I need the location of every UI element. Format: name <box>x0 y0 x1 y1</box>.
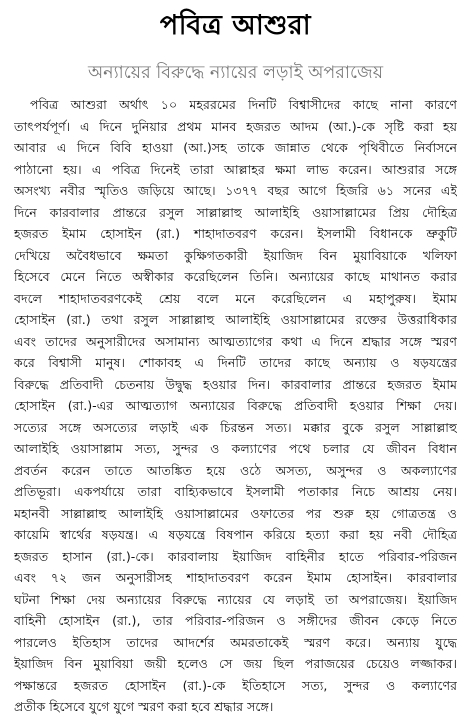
body-line: দেখিয়ে অবৈধভাবে ক্ষমতা কুক্ষিগতকারী ইয়াজিদ বিন মুয়াবিয়াকে খলিফা <box>14 247 457 263</box>
body-line: ঘটনা শিক্ষা দেয় অন্যায়ের বিরুদ্ধে ন্যায়ের যে লড়াই তা অপরাজেয়। ইয়াজিদ <box>14 591 457 607</box>
body-line: বদলে শাহাদাতবরণকেই শ্রেয় বলে মনে করেছিলেন এ মহাপুরুষ। ইমাম <box>14 290 457 306</box>
body-line: হোসাইন (রা.) তথা রসুল সাল্লাল্লাহু আলাইহি ওয়াসাল্লামের রক্তের উত্তরাধিকার <box>14 312 457 327</box>
body-line: পক্ষান্তরে হজরত হোসাইন (রা.)-কে ইতিহাসে সত্য, সুন্দর ও কল্যাণের <box>14 677 457 693</box>
body-line: প্রবর্তন করেন তাতে আতঙ্কিত হয়ে ওঠে অসত্য, অসুন্দর ও অকল্যাণের <box>14 462 457 478</box>
body-line: হজরত হাসান (রা.)-কে। কারবালায় ইয়াজিদ বাহিনীর হাতে পরিবার-পরিজন <box>14 548 457 564</box>
body-line: কায়েমি স্বার্থের ষড়যন্ত্র। এ ষড়যন্ত্রে বিষপান করিয়ে হত্যা করা হয় নবী দৌহিত্র <box>14 527 457 542</box>
body-line: পাঠানো হয়। এ পবিত্র দিনেই তারা আল্লাহর ক্ষমা লাভ করেন। আশুরার সঙ্গে <box>14 161 457 177</box>
body-line: অসংখ্য নবীর স্মৃতিও জড়িয়ে আছে। ১৩৭৭ বছর আগে হিজরি ৬১ সনের এই <box>14 183 457 198</box>
article-title: পবিত্র আশুরা <box>159 10 312 41</box>
body-line: হজরত ইমাম হোসাইন (রা.) শাহাদাতবরণ করেন। ইসলামী বিধানকে ভ্রুকুটি <box>14 226 457 241</box>
body-line: আবার এ দিনে বিবি হাওয়া (আ.)সহ তাকে জান্নাত থেকে পৃথিবীতে নির্বাসনে <box>14 140 457 155</box>
body-line: এবং তাদের অনুসারীদের অসামান্য আত্মত্যাগের কথা এ দিনে শ্রদ্ধার সঙ্গে স্মরণ <box>14 333 457 349</box>
body-line: প্রতিভূরা। একপর্যায়ে তারা বাহ্যিকভাবে ইসলামী পতাকার নিচে আশ্রয় নেয়। <box>14 484 457 499</box>
article-subtitle: অন্যায়ের বিরুদ্ধে ন্যায়ের লড়াই অপরাজেয় <box>87 63 383 83</box>
body-line: প্রতীক হিসেবে যুগে যুগে স্মরণ করা হবে শ্রদ্ধার সঙ্গে। <box>14 699 274 714</box>
article-body <box>14 94 457 718</box>
body-line: বিরুদ্ধে প্রতিবাদী চেতনায় উদ্বুদ্ধ হওয়ার দিন। কারবালার প্রান্তরে হজরত ইমাম <box>14 376 457 392</box>
body-line: মহানবী সাল্লাল্লাহু আলাইহি ওয়াসাল্লামের ওফাতের পর শুরু হয় গোত্রতন্ত্র ও <box>14 505 457 521</box>
body-line: পবিত্র আশুরা অর্থাৎ ১০ মহররমের দিনটি বিশ্বাসীদের কাছে নানা কারণে <box>30 97 457 112</box>
body-line: আলাইহি ওয়াসাল্লাম সত্য, সুন্দর ও কল্যাণের পথে চলার যে জীবন বিধান <box>14 441 457 456</box>
body-line: সত্যের সঙ্গে অসত্যের লড়াই এক চিরন্তন সত্য। মক্কার বুকে রসুল সাল্লাল্লাহু <box>14 419 457 435</box>
body-line: করে বিশ্বাসী মানুষ। শোকাবহ এ দিনটি তাদের কাছে অন্যায় ও ষড়যন্ত্রের <box>14 355 457 370</box>
body-line: এবং ৭২ জন অনুসারীসহ শাহাদাতবরণ করেন ইমাম হোসাইন। কারবালার <box>14 570 457 585</box>
body-line: হিসেবে মেনে নিতে অস্বীকার করেছিলেন তিনি। অন্যায়ের কাছে মাথানত করার <box>14 269 457 284</box>
body-line: বাহিনী হোসাইন (রা.), তার পরিবার-পরিজন ও সঙ্গীদের জীবন কেড়ে নিতে <box>14 613 457 628</box>
body-line: হোসাইন (রা.)-এর আত্মত্যাগ অন্যায়ের বিরুদ্ধে প্রতিবাদী হওয়ার শিক্ষা দেয়। <box>14 398 457 413</box>
body-line: দিনে কারবালার প্রান্তরে রসুল সাল্লাল্লাহু আলাইহি ওয়াসাল্লামের প্রিয় দৌহিত্র <box>14 204 457 220</box>
body-line: পারলেও ইতিহাস তাদের আদর্শের অমরতাকেই স্মরণ করে। অন্যায় যুদ্ধে <box>14 634 457 650</box>
body-line: ইয়াজিদ বিন মুয়াবিয়া জয়ী হলেও সে জয় ছিল পরাজয়ের চেয়েও লজ্জাকর। <box>14 656 457 671</box>
body-line: তাৎপর্যপূর্ণ। এ দিনে দুনিয়ার প্রথম মানব হজরত আদম (আ.)-কে সৃষ্টি করা হয় <box>14 118 457 134</box>
